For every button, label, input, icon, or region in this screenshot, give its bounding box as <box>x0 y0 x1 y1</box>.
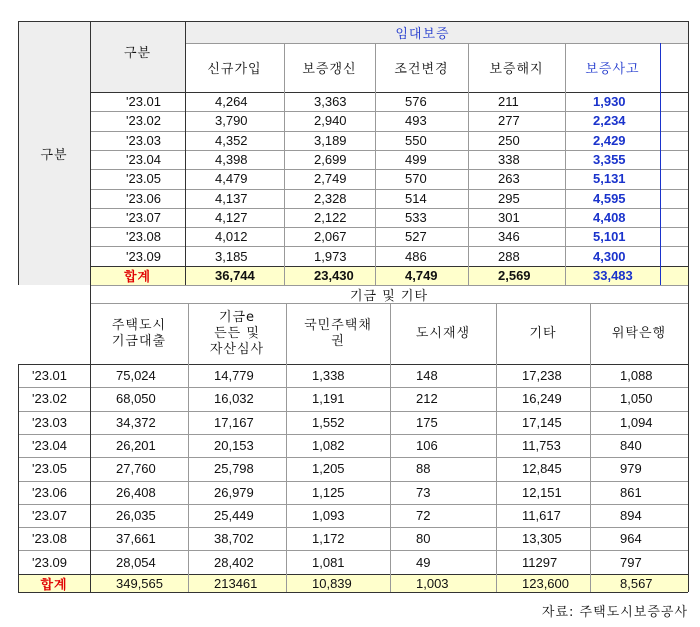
grid-line <box>688 21 689 285</box>
column-header: 신규가입 <box>207 62 262 77</box>
row-period: '23.07 <box>32 507 68 523</box>
data-cell: 1,205 <box>312 461 345 477</box>
row-period: '23.05 <box>126 171 162 187</box>
group-label-rental: 임대보증 <box>395 26 450 42</box>
total-cell: 23,430 <box>314 268 354 283</box>
data-cell: 2,940 <box>314 113 347 129</box>
column-header <box>286 303 390 364</box>
data-cell: 1,081 <box>312 554 345 570</box>
grid-line <box>18 481 688 482</box>
outer-label: 구분 <box>40 147 68 163</box>
data-cell: 4,479 <box>215 171 248 187</box>
data-cell: 106 <box>416 438 438 454</box>
data-cell: 576 <box>405 94 427 110</box>
column-header: 조건변경 <box>394 62 449 77</box>
row-period: '23.09 <box>32 554 68 570</box>
data-cell: 212 <box>416 391 438 407</box>
data-cell: 301 <box>498 209 520 225</box>
data-cell: 37,661 <box>116 531 156 547</box>
data-cell: 175 <box>416 414 438 430</box>
data-cell: 570 <box>405 171 427 187</box>
data-cell: 17,167 <box>214 414 254 430</box>
data-cell: 486 <box>405 248 427 264</box>
grid-line <box>185 21 186 285</box>
data-cell: 527 <box>405 229 427 245</box>
data-cell: 25,798 <box>214 461 254 477</box>
data-cell: 2,234 <box>593 113 626 129</box>
data-cell: 1,050 <box>620 391 653 407</box>
data-cell: 16,032 <box>214 391 254 407</box>
data-cell: 1,191 <box>312 391 345 407</box>
total-cell: 10,839 <box>312 575 352 591</box>
column-header-line2: 권 <box>331 333 345 349</box>
data-cell: 499 <box>405 152 427 168</box>
data-cell: 26,408 <box>116 484 156 500</box>
grid-line <box>90 92 688 93</box>
data-cell: 4,137 <box>215 190 248 206</box>
data-cell: 26,979 <box>214 484 254 500</box>
grid-line <box>590 303 591 592</box>
data-cell: 4,398 <box>215 152 248 168</box>
data-cell: 13,305 <box>522 531 562 547</box>
grid-line <box>90 246 688 247</box>
grid-line <box>90 131 688 132</box>
inner-label: 구분 <box>123 45 152 61</box>
column-header <box>188 303 286 364</box>
row-period: '23.01 <box>32 368 68 384</box>
total-cell: 123,600 <box>522 575 569 591</box>
row-period: '23.06 <box>126 190 162 206</box>
data-cell: 148 <box>416 368 438 384</box>
data-cell: 2,328 <box>314 190 347 206</box>
grid-line <box>284 43 285 285</box>
grid-line <box>90 303 688 304</box>
column-header <box>590 303 688 364</box>
data-cell: 28,402 <box>214 554 254 570</box>
data-cell: 250 <box>498 132 520 148</box>
data-cell: 3,355 <box>593 152 626 168</box>
data-cell: 1,973 <box>314 248 347 264</box>
total-cell: 33,483 <box>593 268 633 283</box>
data-cell: 4,595 <box>593 190 626 206</box>
data-cell: 263 <box>498 171 520 187</box>
row-period: '23.02 <box>32 391 68 407</box>
grid-line <box>18 434 688 435</box>
column-header <box>496 303 590 364</box>
data-cell: 34,372 <box>116 414 156 430</box>
data-cell: 5,131 <box>593 171 626 187</box>
grid-line <box>286 303 287 592</box>
row-period: '23.08 <box>126 229 162 245</box>
data-cell: 338 <box>498 152 520 168</box>
row-period: '23.05 <box>32 461 68 477</box>
column-header: 보증사고 <box>585 62 640 77</box>
grid-line <box>18 504 688 505</box>
data-cell: 2,699 <box>314 152 347 168</box>
grid-line <box>90 285 91 592</box>
data-cell: 797 <box>620 554 642 570</box>
data-cell: 979 <box>620 461 642 477</box>
data-cell: 964 <box>620 531 642 547</box>
grid-line <box>90 208 688 209</box>
total-cell: 2,569 <box>498 268 531 283</box>
data-cell: 17,145 <box>522 414 562 430</box>
grid-line <box>18 364 19 592</box>
data-cell: 346 <box>498 229 520 245</box>
data-cell: 28,054 <box>116 554 156 570</box>
data-cell: 1,125 <box>312 484 345 500</box>
grid-line <box>18 527 688 528</box>
data-cell: 11,753 <box>522 438 561 454</box>
data-cell: 533 <box>405 209 427 225</box>
grid-line <box>565 43 566 285</box>
column-header <box>90 303 188 364</box>
total-cell: 213461 <box>214 575 258 591</box>
total-cell: 8,567 <box>620 575 653 591</box>
data-cell: 3,185 <box>215 248 248 264</box>
data-cell: 11,617 <box>522 507 561 523</box>
data-cell: 12,151 <box>522 484 562 500</box>
grid-line <box>90 189 688 190</box>
data-cell: 88 <box>416 461 431 477</box>
data-cell: 12,845 <box>522 461 562 477</box>
total-cell: 4,749 <box>405 268 438 283</box>
column-header-line1: 국민주택채 <box>304 317 372 333</box>
grid-line <box>18 21 19 285</box>
source-note: 자료: 주택도시보증공사 <box>541 604 688 620</box>
column-header-line1: 주택도시 <box>111 317 167 333</box>
data-cell: 14,779 <box>214 368 254 384</box>
grid-line <box>468 43 469 285</box>
data-cell: 4,352 <box>215 132 248 148</box>
total-cell: 1,003 <box>416 575 449 591</box>
data-cell: 1,094 <box>620 414 653 430</box>
data-cell: 1,093 <box>312 507 345 523</box>
grid-line <box>18 457 688 458</box>
total-cell: 36,744 <box>215 268 255 283</box>
grid-line <box>18 21 688 22</box>
data-cell: 4,127 <box>215 209 248 225</box>
data-cell: 72 <box>416 507 431 523</box>
grid-line <box>90 150 688 151</box>
data-cell: 2,122 <box>314 209 347 225</box>
column-header <box>390 303 496 364</box>
row-period: '23.01 <box>126 94 162 110</box>
data-cell: 4,264 <box>215 94 248 110</box>
grid-line <box>660 43 661 285</box>
data-cell: 3,189 <box>314 132 347 148</box>
column-header-line2: 기금대출 <box>111 333 167 349</box>
data-cell: 80 <box>416 531 431 547</box>
grid-line <box>90 21 91 285</box>
column-header-line1: 위탁은행 <box>611 325 667 341</box>
row-period: '23.02 <box>126 113 162 129</box>
data-cell: 75,024 <box>116 368 156 384</box>
grid-line <box>18 364 688 365</box>
column-header-line2: 든든 및 <box>214 325 260 341</box>
data-cell: 4,300 <box>593 248 626 264</box>
data-cell: 514 <box>405 190 427 206</box>
grid-line <box>18 592 688 593</box>
data-cell: 277 <box>498 113 520 129</box>
column-header-line1: 기타 <box>529 325 557 341</box>
data-cell: 3,790 <box>215 113 248 129</box>
row-period: '23.09 <box>126 248 162 264</box>
column-header-line3: 자산심사 <box>209 341 265 357</box>
data-cell: 1,172 <box>312 531 345 547</box>
data-cell: 68,050 <box>116 391 156 407</box>
data-cell: 493 <box>405 113 427 129</box>
grid-line <box>90 169 688 170</box>
data-cell: 1,082 <box>312 438 345 454</box>
data-cell: 5,101 <box>593 229 626 245</box>
column-header: 보증갱신 <box>302 62 357 77</box>
row-period: '23.08 <box>32 531 68 547</box>
data-cell: 27,760 <box>116 461 156 477</box>
data-cell: 861 <box>620 484 642 500</box>
data-cell: 550 <box>405 132 427 148</box>
data-cell: 3,363 <box>314 94 347 110</box>
grid-line <box>18 387 688 388</box>
data-cell: 1,930 <box>593 94 626 110</box>
column-header-line1: 기금e <box>218 309 256 325</box>
data-cell: 1,338 <box>312 368 345 384</box>
data-cell: 25,449 <box>214 507 254 523</box>
data-cell: 295 <box>498 190 520 206</box>
data-cell: 26,201 <box>116 438 156 454</box>
total-cell: 349,565 <box>116 575 163 591</box>
grid-line <box>496 303 497 592</box>
data-cell: 288 <box>498 248 520 264</box>
grid-line <box>18 411 688 412</box>
data-cell: 2,067 <box>314 229 347 245</box>
grid-line <box>185 43 688 44</box>
grid-line <box>90 227 688 228</box>
total-label: 합계 <box>40 577 68 592</box>
row-period: '23.04 <box>32 438 68 454</box>
total-label: 합계 <box>123 270 152 285</box>
group-label-fund: 기금 및 기타 <box>349 288 429 303</box>
data-cell: 2,429 <box>593 132 626 148</box>
row-period: '23.04 <box>126 152 162 168</box>
grid-line <box>688 285 689 592</box>
row-period: '23.03 <box>126 132 162 148</box>
grid-line <box>375 43 376 285</box>
grid-line <box>90 266 688 267</box>
data-cell: 26,035 <box>116 507 156 523</box>
data-cell: 4,012 <box>215 229 248 245</box>
data-cell: 840 <box>620 438 642 454</box>
grid-line <box>18 550 688 551</box>
grid-line <box>18 574 688 575</box>
row-period: '23.03 <box>32 414 68 430</box>
data-cell: 16,249 <box>522 391 562 407</box>
data-cell: 2,749 <box>314 171 347 187</box>
row-period: '23.07 <box>126 209 162 225</box>
column-header: 보증해지 <box>489 62 544 77</box>
data-cell: 17,238 <box>522 368 562 384</box>
grid-line <box>188 303 189 592</box>
grid-line <box>390 303 391 592</box>
row-period: '23.06 <box>32 484 68 500</box>
grid-line <box>90 111 688 112</box>
data-cell: 894 <box>620 507 642 523</box>
data-cell: 211 <box>498 94 519 110</box>
data-cell: 4,408 <box>593 209 626 225</box>
data-cell: 11297 <box>522 554 558 570</box>
data-cell: 49 <box>416 554 431 570</box>
data-cell: 1,552 <box>312 414 345 430</box>
data-cell: 38,702 <box>214 531 254 547</box>
column-header-line1: 도시재생 <box>415 325 471 341</box>
data-cell: 73 <box>416 484 431 500</box>
data-cell: 1,088 <box>620 368 653 384</box>
data-cell: 20,153 <box>214 438 254 454</box>
